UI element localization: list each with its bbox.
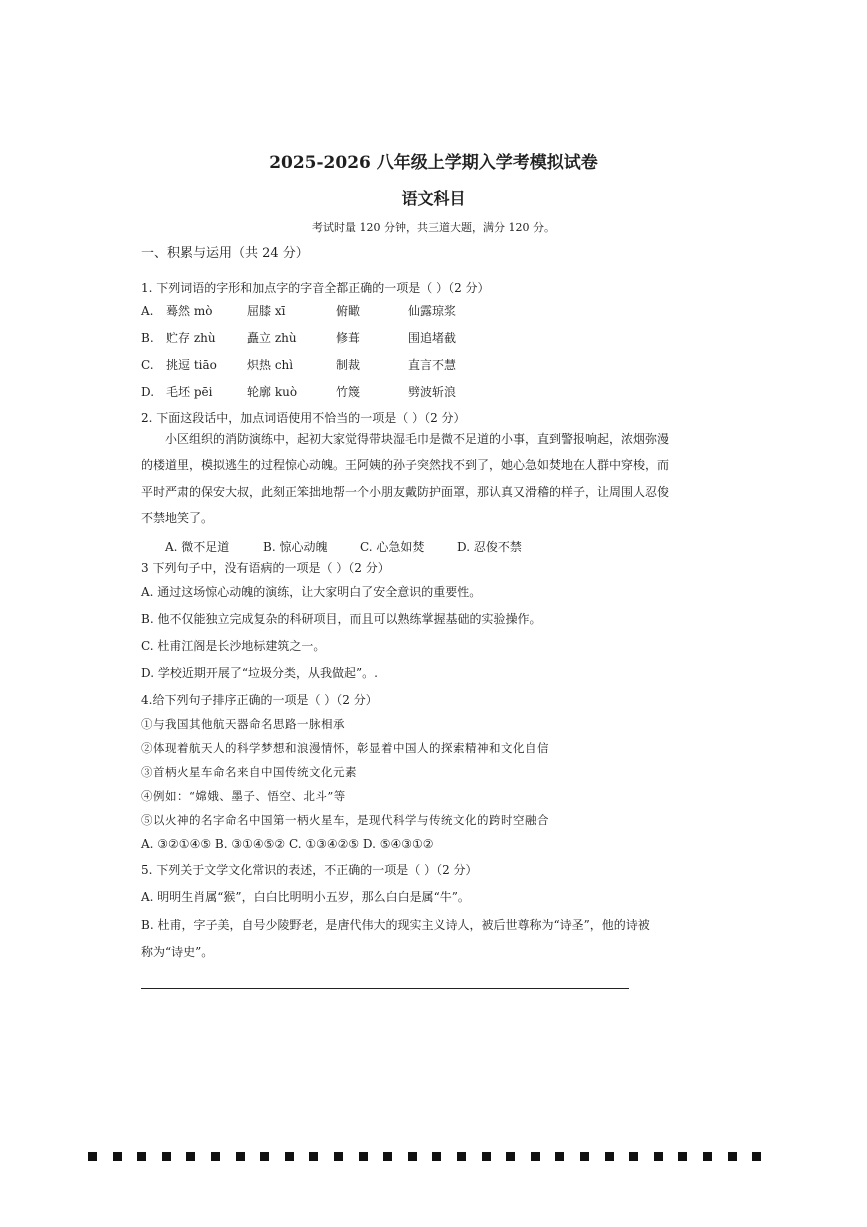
perforation-mark — [457, 1152, 466, 1161]
subject-title: 语文科目 — [401, 189, 466, 208]
q4-sentence: ③首柄火星车命名来自中国传统文化元素 — [141, 765, 357, 779]
q2-option: A. 微不足道 — [165, 540, 230, 554]
q1-word: 制裁 — [336, 358, 361, 372]
perforation-mark — [752, 1152, 761, 1161]
q1-option-label: C. — [141, 358, 154, 372]
q4-sentence: ④例如：“嫦娥、墨子、悟空、北斗”等 — [141, 789, 346, 803]
perforation-mark — [531, 1152, 540, 1161]
perforation-mark — [334, 1152, 343, 1161]
q1-word: 直言不慧 — [408, 358, 457, 372]
perforation-mark — [629, 1152, 638, 1161]
perforation-marks — [88, 1152, 780, 1164]
q2-paragraph-line: 的楼道里，模拟逃生的过程惊心动魄。王阿姨的孙子突然找不到了，她心急如焚地在人群中穿梭，而 — [141, 458, 670, 472]
q1-word: 炽热 chì — [247, 358, 294, 372]
q3-option: A. 通过这场惊心动魄的演练，让大家明白了安全意识的重要性。 — [141, 585, 482, 599]
q5-option-b: B. 杜甫，字子美，自号少陵野老，是唐代伟大的现实主义诗人，被后世尊称为“诗圣”，他的诗被 — [141, 918, 650, 932]
q1-word: 轮廓 kuò — [247, 385, 298, 399]
q1-word: 蓦然 mò — [166, 304, 213, 318]
perforation-mark — [236, 1152, 245, 1161]
perforation-mark — [654, 1152, 663, 1161]
exam-title: 2025-2026 八年级上学期入学考模拟试卷 — [269, 153, 598, 173]
perforation-mark — [555, 1152, 564, 1161]
q1-word: 劈波斩浪 — [408, 385, 457, 399]
q1-word: 仙露琼浆 — [408, 304, 457, 318]
q4-sentence: ⑤以火神的名字命名中国第一柄火星车，是现代科学与传统文化的跨时空融合 — [141, 813, 549, 827]
exam-info: 考试时量 120 分钟，共三道大题，满分 120 分。 — [312, 221, 555, 234]
q1-option-label: A. — [141, 304, 154, 318]
q4-sentence: ②体现着航天人的科学梦想和浪漫情怀，彰显着中国人的探索精神和文化自信 — [141, 741, 549, 755]
perforation-mark — [506, 1152, 515, 1161]
perforation-mark — [482, 1152, 491, 1161]
q1-word: 俯瞰 — [336, 304, 361, 318]
q1-stem: 1. 下列词语的字形和加点字的字音全都正确的一项是（ ）（2 分） — [141, 281, 490, 295]
perforation-mark — [580, 1152, 589, 1161]
perforation-mark — [408, 1152, 417, 1161]
perforation-mark — [186, 1152, 195, 1161]
section-heading: 一、积累与运用（共 24 分） — [141, 246, 309, 261]
q1-word: 竹篾 — [336, 385, 361, 399]
perforation-mark — [113, 1152, 122, 1161]
q4-sentence: ①与我国其他航天器命名思路一脉相承 — [141, 717, 345, 731]
perforation-mark — [309, 1152, 318, 1161]
perforation-mark — [260, 1152, 269, 1161]
horizontal-rule — [141, 988, 629, 989]
perforation-mark — [728, 1152, 737, 1161]
q1-word: 贮存 zhù — [166, 331, 216, 345]
q5-option-b-continued: 称为“诗史”。 — [141, 945, 214, 959]
q2-paragraph-line: 平时严肃的保安大叔，此刻正笨拙地帮一个小朋友戴防护面罩，那认真又滑稽的样子，让周围人忍俊 — [141, 485, 670, 499]
q5-stem: 5. 下列关于文学文化常识的表述，不正确的一项是（ ）（2 分） — [141, 863, 478, 877]
perforation-mark — [162, 1152, 171, 1161]
q1-word: 挑逗 tiāo — [166, 358, 217, 372]
q2-paragraph-line: 不禁地笑了。 — [141, 511, 214, 525]
q1-option-label: D. — [141, 385, 155, 399]
q2-stem: 2. 下面这段话中，加点词语使用不恰当的一项是（ ）（2 分） — [141, 411, 466, 425]
q2-option: C. 心急如焚 — [360, 540, 425, 554]
perforation-mark — [383, 1152, 392, 1161]
perforation-mark — [432, 1152, 441, 1161]
q1-word: 毛坯 pēi — [166, 385, 213, 399]
perforation-mark — [285, 1152, 294, 1161]
q1-word: 围追堵截 — [408, 331, 457, 345]
perforation-mark — [703, 1152, 712, 1161]
perforation-mark — [605, 1152, 614, 1161]
q5-option-a: A. 明明生肖属“猴”，白白比明明小五岁，那么白白是属“牛”。 — [141, 890, 470, 904]
perforation-mark — [211, 1152, 220, 1161]
q1-option-label: B. — [141, 331, 154, 345]
perforation-mark — [137, 1152, 146, 1161]
q3-stem: 3 下列句子中，没有语病的一项是（ ）（2 分） — [141, 561, 390, 575]
q2-option: B. 惊心动魄 — [263, 540, 328, 554]
perforation-mark — [88, 1152, 97, 1161]
q2-option: D. 忍俊不禁 — [457, 540, 522, 554]
q2-paragraph-line: 小区组织的消防演练中，起初大家觉得带块湿毛巾是微不足道的小事，直到警报响起，浓烟弥漫 — [165, 432, 670, 446]
q1-word: 修葺 — [336, 331, 361, 345]
q4-stem: 4.给下列句子排序正确的一项是（ ）（2 分） — [141, 693, 378, 707]
perforation-mark — [678, 1152, 687, 1161]
q3-option: B. 他不仅能独立完成复杂的科研项目，而且可以熟练掌握基础的实验操作。 — [141, 612, 542, 626]
q3-option: D. 学校近期开展了“垃圾分类，从我做起”。. — [141, 666, 378, 680]
q4-options: A. ③②①④⑤ B. ③①④⑤② C. ①③④②⑤ D. ⑤④③①② — [141, 837, 434, 851]
q3-option: C. 杜甫江阁是长沙地标建筑之一。 — [141, 639, 326, 653]
q1-word: 屈膝 xī — [247, 304, 286, 318]
perforation-mark — [359, 1152, 368, 1161]
q1-word: 矗立 zhù — [247, 331, 297, 345]
